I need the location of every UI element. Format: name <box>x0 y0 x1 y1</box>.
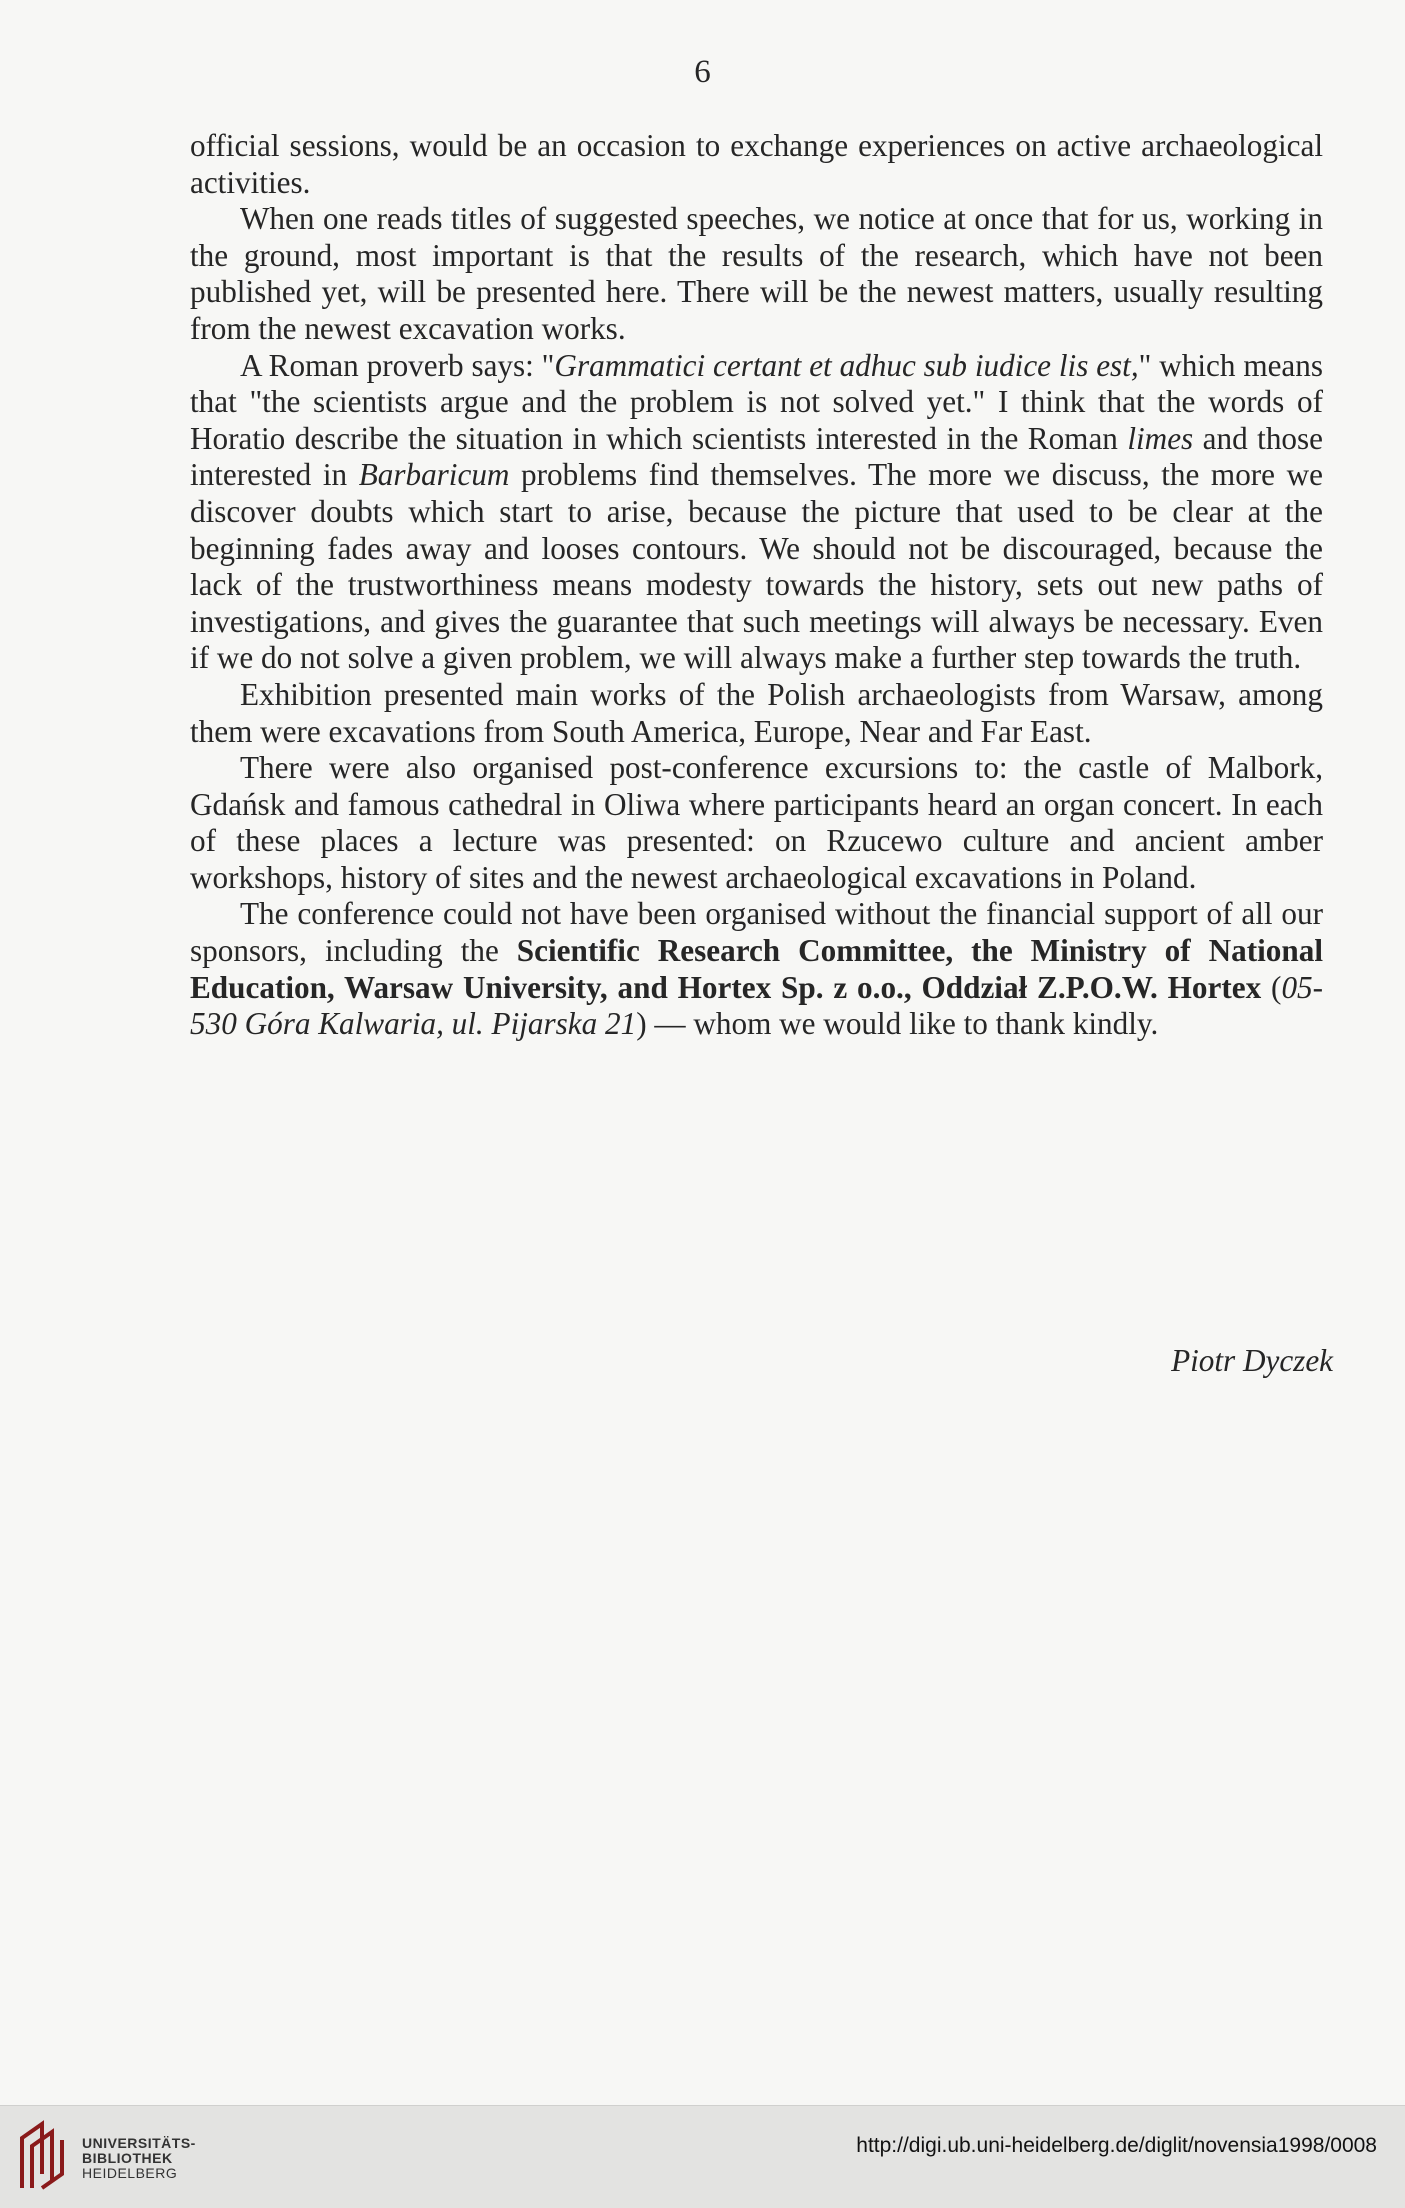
library-name-line: HEIDELBERG <box>82 2165 178 2181</box>
text-run: " which means that "the scientists argue and the problem is not solved yet." I think that the words of Horatio describe the situation in which scientists interested in the Roman <box>190 347 1323 456</box>
text-run: Exhibition presented main works of the Polish archaeologists from Warsaw, among them were excavations from South America, Europe, Near and Far East. <box>190 676 1323 749</box>
text-run: When one reads titles of suggested speeches, we notice at once that for us, working in the ground, most important is that the results of the research, which have not been published yet, will be presented here. There will be the newest matters, usually resulting from the newest excavation works. <box>190 201 1323 346</box>
italic-text: 05-530 Góra Kalwaria, ul. Pijarska 21 <box>190 969 1324 1042</box>
paragraph <box>190 750 1323 896</box>
paragraph <box>190 201 1323 347</box>
paragraph <box>190 677 1323 750</box>
footer-bar <box>0 2105 1405 2208</box>
text-run: official sessions, would be an occasion to exchange experiences on active archaeological activities. <box>190 128 1323 200</box>
text-run: There were also organised post-conference excursions to: the castle of Malbork, Gdańsk and famous cathedral in Oliwa where participants heard an organ concert. In each of these places a lecture was presented: on Rzucewo culture and ancient amber workshops, history of sites and the newest archaeological excavations in Poland. <box>190 750 1323 895</box>
library-name-line: BIBLIOTHEK <box>82 2150 173 2166</box>
text-run: problems find themselves. The more we discuss, the more we discover doubts which start to arise, because the picture that used to be clear at the beginning fades away and looses contours. We should not be discouraged, because the lack of the trustworthiness means modesty towards the history, sets out new paths of investigations, and gives the guarantee that such meetings will always be necessary. Even if we do not solve a given problem, we will always make a further step towards the truth. <box>190 457 1323 676</box>
text-run: and those interested in <box>190 420 1323 493</box>
text-run: The conference could not have been organised without the financial support of all our sponsors, including the <box>190 896 1323 969</box>
text-run: ) — whom we would like to thank kindly. <box>636 1006 1159 1042</box>
italic-text: Grammatici certant et adhuc sub iudice lis est, <box>554 347 1139 383</box>
text-run: ( <box>1261 969 1282 1005</box>
paragraph <box>190 896 1323 1042</box>
text-run: A Roman proverb says: " <box>240 347 555 383</box>
source-url-link[interactable]: http://digi.ub.uni-heidelberg.de/diglit/novensia1998/0008 <box>856 2134 1377 2157</box>
page-number: 6 <box>694 54 711 90</box>
body-text <box>190 128 1323 1043</box>
italic-text: Barbaricum <box>358 457 510 493</box>
library-logo-icon[interactable] <box>14 2118 74 2194</box>
italic-text: limes <box>1127 420 1194 456</box>
paragraph <box>190 348 1323 677</box>
library-name <box>82 2136 196 2181</box>
bold-text: Scientific Research Committee, the Ministry of National Education, Warsaw University, and Hortex Sp. z o.o., Oddział Z.P.O.W. Hortex <box>190 933 1323 1005</box>
author-signature: Piotr Dyczek <box>1171 1343 1333 1378</box>
paragraph <box>190 128 1323 201</box>
library-name-line: UNIVERSITÄTS- <box>82 2135 196 2151</box>
